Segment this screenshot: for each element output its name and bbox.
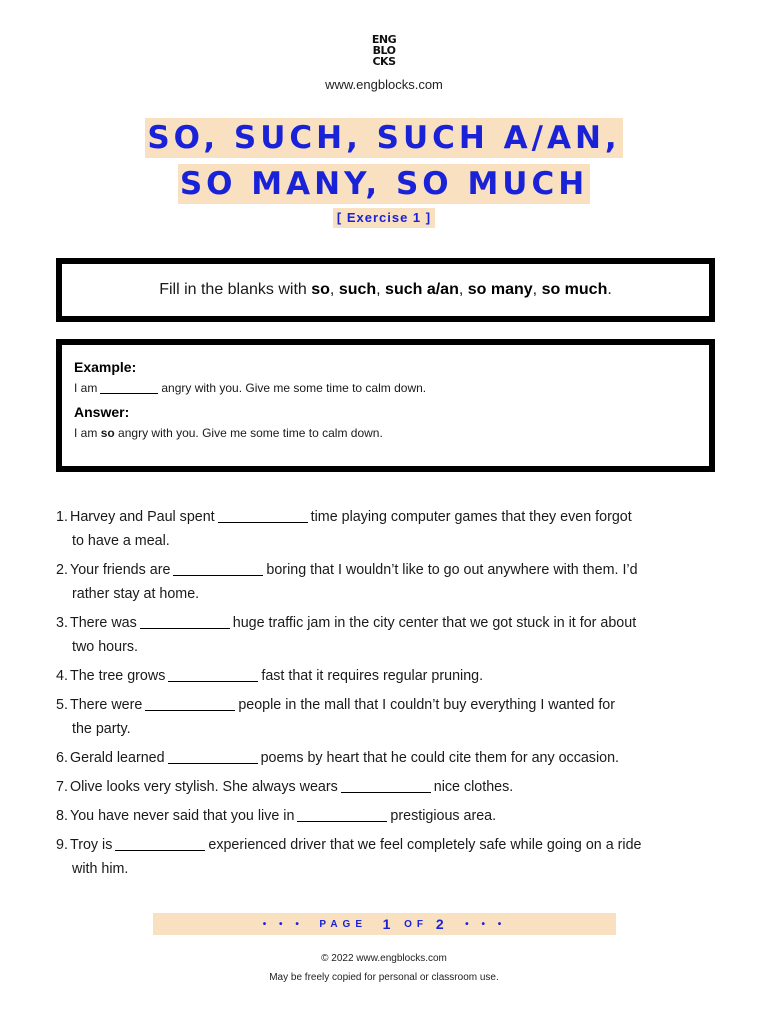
engblocks-logo [0,34,768,67]
item-text-after: people in the mall that I couldn’t buy everything I wanted for [238,697,616,713]
item-text-before: Harvey and Paul spent [70,509,215,525]
item-text-before: Olive looks very stylish. She always wears [70,779,338,795]
item-number: 5. [56,697,68,713]
exercise-item [56,804,716,828]
example-after: angry with you. Give me some time to calm down. [161,381,427,395]
page-word: PAGE [319,918,367,930]
item-text-cont: the party. [72,721,131,737]
item-text-before: There were [70,697,143,713]
item-number: 8. [56,808,68,824]
item-number: 6. [56,750,68,766]
item-text-before: Gerald learned [70,750,165,766]
exercise-item [56,693,716,741]
answer-blank[interactable] [145,710,235,711]
logo-line: ENG [371,33,397,46]
page-total: 2 [435,916,450,932]
exercise-item [56,833,716,881]
instruction-end: . [607,281,612,298]
instruction-sep: , [376,281,386,298]
instruction-text [159,281,612,299]
answer-before: I am [74,426,98,440]
answer-blank[interactable] [218,522,308,523]
instruction-sep: , [329,281,339,298]
exercise-item [56,611,716,659]
example-sentence [74,381,709,395]
item-number: 9. [56,837,68,853]
instruction-box [56,258,715,322]
answer-blank[interactable] [168,681,258,682]
logo-line: CKS [372,55,396,68]
item-number: 2. [56,562,68,578]
page-title [0,118,768,204]
copy-note: May be freely copied for personal or classroom use. [269,972,499,983]
item-text-cont: two hours. [72,639,138,655]
item-number: 3. [56,615,68,631]
item-text-after: nice clothes. [433,779,514,795]
instruction-sep: , [458,281,468,298]
subtitle-wrap [0,208,768,228]
page-indicator [153,913,616,935]
item-text-before: There was [70,615,137,631]
instruction-word: such a/an [385,281,459,298]
item-text-cont: with him. [72,861,129,877]
item-number: 4. [56,668,68,684]
example-box [56,339,715,472]
instruction-word: such [338,281,377,298]
example-heading: Example: [74,359,137,375]
instruction-word: so much [541,281,608,298]
page-dots-left: • • • [262,918,304,930]
item-text-after: experienced driver that we feel completely safe while going on a ride [208,837,642,853]
item-text-before: Your friends are [70,562,171,578]
exercise-item [56,664,716,688]
item-text-cont: rather stay at home. [72,586,200,602]
instruction-word: so many [467,281,533,298]
item-text-after: fast that it requires regular pruning. [261,668,484,684]
title-line-2: SO MANY, SO MUCH [179,166,589,202]
exercise-item [56,746,716,770]
answer-blank[interactable] [297,821,387,822]
instruction-word: so [311,281,330,298]
answer-blank[interactable] [140,628,230,629]
example-before: I am [74,381,98,395]
item-text-after: boring that I wouldn’t like to go out anywhere with them. I’d [266,562,638,578]
exercise-item [56,775,716,799]
item-text-after: poems by heart that he could cite them for any occasion. [260,750,619,766]
exercise-item [56,558,716,606]
site-url: www.engblocks.com [325,77,443,92]
title-line-1: SO, SUCH, SUCH A/AN, [147,120,621,156]
exercise-subtitle: [ Exercise 1 ] [333,208,435,228]
answer-after: angry with you. Give me some time to calm down. [118,426,383,440]
exercise-list [56,505,716,881]
answer-blank[interactable] [115,850,205,851]
item-text-after: time playing computer games that they even forgot [310,509,632,525]
copyright: © 2022 www.engblocks.com [321,953,447,964]
item-number: 7. [56,779,68,795]
answer-blank[interactable] [168,763,258,764]
example-blank [100,393,158,394]
item-text-before: The tree grows [70,668,166,684]
item-text-before: You have never said that you live in [70,808,295,824]
page-number: 1 [382,916,397,932]
instruction-sep: , [532,281,542,298]
item-text-after: prestigious area. [390,808,497,824]
of-word: OF [404,918,429,930]
item-number: 1. [56,509,68,525]
answer-blank[interactable] [341,792,431,793]
answer-heading: Answer: [74,404,130,420]
exercise-item [56,505,716,553]
item-text-after: huge traffic jam in the city center that we got stuck in it for about [232,615,637,631]
item-text-cont: to have a meal. [72,533,170,549]
item-text-before: Troy is [70,837,113,853]
answer-sentence [74,426,709,440]
page-dots-right: • • • [465,918,507,930]
answer-blank[interactable] [173,575,263,576]
answer-word: so [100,426,115,440]
instruction-prefix: Fill in the blanks with [159,281,312,298]
logo-line: BLO [372,44,396,57]
